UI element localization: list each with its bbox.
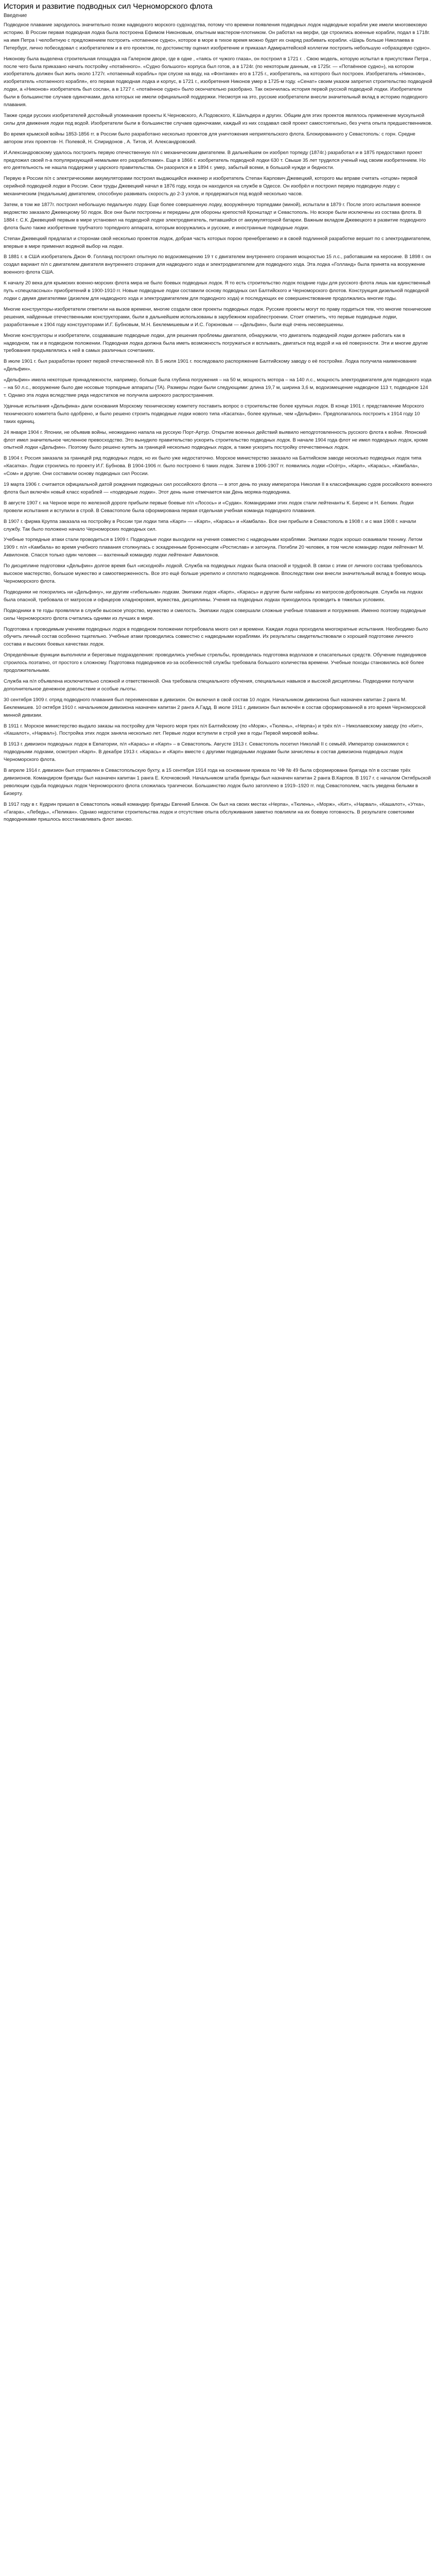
article-paragraph: В 1881 г. в США изобретатель Джон Ф. Голланд построил опытную по водоизмещению 19 т с двигателем внутреннего сгорания мощностью 15 л.с., работавшим на керосине. В 1898 г. он создал вариант п/л с двигателем двигателя внутреннего сгорания для надводного хода и электродвигателем для подводного хода. Эта лодка «Голланд» была принята на вооружение военного флота США.: [4, 254, 431, 276]
article-paragraph: Подводники в те годы проявляли в службе высокое упорство, мужество и смелость. Экипажи лодок совершали сложные учебные плавания и погружения. Именно поэтому подводные силы Черноморского флота считались одними из лучших в мире.: [4, 607, 426, 621]
article-paragraph: В 1917 году в г. Кудрин пришел в Севастополь новый командир бригады Евгений Блинов. Он был на своих местах «Нерпа», «Тюлень», «Морж», «Кит», «Нарвал», «Кашалот», «Утка», «Гагара», «Лебедь», «Пеликан». Однако недостатки строительства лодок и отсутствие опыта обслуживания заметно повлияли на их боевую готовность. В результате советскими подводниками пришлось восстанавливать флот заново.: [4, 801, 425, 823]
article-paragraph: В апреле 1914 г. дивизион был отправлен в Севастопольскую бухту, а 15 сентября 1914 года на основании приказа по ЧФ № 49 была сформирована бригада п/л в составе трёх дивизионов. Командиром бригады был назначен капитан 1 ранга Е. Клочковский. Начальником штаба бригады был назначен капитан 2 ранга В.Карпов. В 1917 г. с началом Октябрьской революции судьба подводных лодок Черноморского флота сложилась трагически. Большинство лодок было затоплено в 1919–1920 гг. под Севастополем, часть уведена белыми в Бизерту.: [4, 768, 431, 796]
article-paragraph: Степан Джевецкий предлагал и сторонам свой несколько проектов лодок, добрая часть которых порою пренебрегаемо и в своей подлинной разработке вершит по с электродвигателем, впервые в мире применил водяной выбор на лодке.: [4, 235, 431, 249]
article-paragraph: Удачные испытания «Дельфина» дали основания Морскому техническому комитету поставить вопрос о строительстве более крупных лодок. В конце 1901 г. представление Морского технического комитета было одобрено, и было решено строить подводные лодки нового типа «Касатка», более крупные, чем «Дельфин». Предполагалось построить к 1914 году 10 таких единиц.: [4, 403, 424, 425]
article-paragraph: В 1911 г. Морское министерство выдало заказы на постройку для Черного моря трех п/л Балтийскому (по «Морж», «Тюлень», «Нерпа») и трёх п/л – Николаевскому заводу (по «Кит», «Кашалот», «Нарвал»). Постройка этих лодок заняла несколько лет. Первые лодки вступили в строй уже в годы Первой мировой войны.: [4, 723, 424, 737]
article-paragraph: Также среди русских изобретателей достойный упоминания проекты К.Черновского, А.Подовского, К.Шильдера и других. Общим для этих проектов являлось применение мускульной силы для движения лодки под водой. Изобретатели были в большинстве случаев одиночками, каждый из них создавал свой проект самостоятельно, без учета опыта предшественников.: [4, 112, 432, 126]
article-paragraph: «Дельфин» имела некоторые принадлежности, например, больше была глубина погружения – на 50 м, мощность мотора – на 140 л.с., мощность электродвигателя для подводного хода – на 50 л.с., вооружение было две носовые торпедные аппараты (ТА). Размеры лодки были следующими: длина 19,7 м, ширина 3,6 м, водоизмещение надводное 113 т, подводное 124 т. Однако эта лодка вследствие ряда недостатков не получила широкого распространения.: [4, 377, 432, 398]
article-paragraph: Учебные торпедные атаки стали проводиться в 1909 г. Подводные лодки выходили на учения совместно с надводными кораблями. Экипажи лодок хорошо осваивали технику. Летом 1909 г. п/л «Камбала» во время учебного плавания столкнулась с эскадренным броненосцем «Ростислав» и затонула. Погибли 20 человек, в том числе командир лодки лейтенант М. Аквилонов. Спасся только один человек — вахтенный командир лодки лейтенант Аквилонов.: [4, 537, 424, 558]
article-paragraph: Многие конструкторы и изобретатели, создававшие подводные лодки, для решения проблемы двигателя, обнаружили, что двигатель подводной лодки должен работать как в надводном, так и в подводном положении. Подводная лодка должна была иметь возможность погружаться и всплывать, двигаться под водой и на её поверхности. Эти и многие другие требования предъявлялись к ней в самых различных сочетаниях.: [4, 332, 428, 354]
article-paragraph: Подводное плавание зародилось значительно позже надводного морского судоходства, потому что времени появления подводных лодок надводные корабли уже имели многовековую историю. В России первая подводная лодка была построена Ефимом Никоновым, опытным мастером-плотником. Он работал на верфи, где строились военные корабли, подал в 1718г. на имя Петра I челобитную с предложением построить «потаенное судно», которое в море в тихое время можно будет их снаряд разбивать корабли. «Шарь больше Николаева в Петербург, лично побеседовал с изобретателем и в его проектом, по достоинству оценил изобретение и приказал Адмиралтейской коллегии построить небольшую «образцовую судно».: [4, 22, 431, 51]
article-paragraph: Первую в России п/л с электрическими аккумуляторами построил выдающийся инженер и изобретатель Степан Карлович Джевецкий, которого мы вправе считать «отцом» первой серийной подводной лодки в России. Свои труды Джевецкий начал в 1876 году, когда он находился на службе в Одессе. Он изобрёл и построил первую подводную лодку с механическим (педальным) двигателем, способную развивать скорость до 2-3 узлов, и продержаться под водой несколько часов.: [4, 176, 417, 197]
article-paragraph: В июле 1901 г. был разработан проект первой отечественной п/л. В 5 июля 1901 г. последовало распоряжение Балтийскому заводу о её постройке. Лодка получила наименование «Дельфин».: [4, 359, 417, 372]
article-paragraph: Подготовка к проводимым учениям подводных лодок в подводном положении потребовала много сил и времени. Каждая лодка проходила многократные испытания. Необходимо было обучить личный состав особенно тщательно. Учебные атаки проводились совместно с надводными кораблями. Их результаты свидетельствовали о хорошей подготовке личного состава и высоких боевых качествах лодок.: [4, 626, 428, 648]
article-paragraph: В августе 1907 г. на Черное море по железной дороге прибыли первые боевые п/л «Лосось» и «Судак». Командирами этих лодок стали лейтенанты К. Беренс и Н. Белкин. Лодки провели испытания и вступили в строй. В Севастополе была сформирована первая отдельная учебная команда подводного плавания.: [4, 500, 414, 514]
article-paragraph: 24 января 1904 г. Японии, не объявив войны, неожиданно напала на русскую Порт-Артур. Открытие военных действий выявило неподготовленность русского флота к войне. Японский флот имел значительное численное превосходство. Это вынудило правительство ускорить строительство подводных лодок. В начале 1904 года флот не имел подводных лодок, кроме опытной лодки «Дельфин». Поэтому было решено купить за границей несколько подводных лодок, а также ускорить постройку отечественных лодок.: [4, 429, 428, 451]
article-paragraph: Никонову была выделена строительная площадка на Галерном дворе, где в одне , «таясь от чужого глаза», он построил в 1721 г. . Свою модель, которую испытал в присутствии Петра , после чего была приказано начать постройку «потаённого». «Судно большого» корпуса был готов, а в 1724г. (по некоторым данным, «в 1725г. — «Потаённое судно»), на котором изобретатель должен был жить около 1727г. «потаенный корабль» при спуске на воду, на «Фонтанке» его в 1725 г., изобретатель, на которого был построен. Изобретатель «Никонов», изобретатель «потаенного корабля», его первая подводная лодка и корпус, в 1721 г., изобретения Никонов умер в 1725-м году. «Сенат» своим указом запретил строительство подводной лодки, а «Никонов» изобретатель был сослан, а в 1727 г. «потаённое судно» было окончательно разобрано. Так окончилась история первой русской подводной лодки. Изобретатели были в большинстве случаев одиночками, дела которых не имели официальной поддержки. Несмотря на это, русские изобретатели внесли значительный вклад в историю подводного плавания.: [4, 56, 432, 108]
article-paragraph: Определённые функции выполняли и береговые подразделения: проводились учебные стрельбы, проводилась подготовка водолазов и спасательных средств. Обучение подводников строилось поэтапно, от простого к сложному. Подготовка подводников из-за особенностей службы требовала большого количества времени. Учебные походы становились всё более продолжительными.: [4, 652, 427, 674]
article-paragraph: К началу 20 века для крымских военно-морских флота мира не было боевых подводных лодок. Я то есть строительство лодок поздние годы для русского флота лишь как единственный путь «спецклассных» приобретений в 1900-1910 гг. Новые подводные лодки составили основу подводных сил Балтийского и Черноморского флотов. Конструкция дизельной подводной лодки с двумя двигателями (дизелем для надводного хода и электродвигателем для подводного хода) и последующих ее совершенствование продолжались многие годы.: [4, 280, 430, 301]
article-paragraph: Во время крымской войны 1853-1856 гг. в России было разработано несколько проектов для уничтожения неприятельского флота. Блокированного у Севастополь: с горн. Средне автором этих проектов- Н. Полевой, Н. Спиридонов , А. Титов, И. Александровский.: [4, 131, 415, 145]
article-paragraph: 30 сентября 1909 г. отряд подводного плавания был переименован в дивизион. Он включил в свой состав 10 лодок. Начальником дивизиона был назначен капитан 2 ранга М. Беклемишев. 10 октября 1910 г. начальником дивизиона назначен капитан 2 ранга А.Гадд. В июле 1911 г. дивизион был включён в состав сформированной в это время Черноморской минной дивизии.: [4, 697, 426, 718]
article-paragraph: Многие конструкторы-изобретатели ответили на вызов времени, многие создали свои проекты подводных лодок. Русские проекты могут по праву гордиться тем, что многие технические решения, найденные отечественными конструкторами, были в дальнейшем использованы в зарубежном кораблестроении. Стоит отметить, что первые подводные лодки, разработанные к 1904 году конструкторами И.Г. Бубновым, М.Н. Беклемишевым и И.С. Горюновым — «Дельфин», были ещё очень несовершенны.: [4, 306, 431, 328]
article-paragraph: 19 марта 1906 г. считается официальной датой рождения подводных сил российского флота — в этот день по указу императора Николая II в классификацию судов российского военного флота был включён новый класс кораблей — «подводные лодки». Этот день ныне отмечается как День моряка-подводника.: [4, 482, 432, 495]
article-paragraph: И.Александровскому удалось построить первую отечественную п/л с механическим двигателем. В дальнейшем он изобрел торпеду (1874г.) разработал и в 1875 предоставил проект предложил своей п-а популяризующей немалыми его разработками». Еще в 1866 г. изобретатель подводной лодки 630 т. Свыше 35 лет трудился ученый над своим изобретением. Но его деятельность не нашла поддержки у царского правительства. Он разорился и в 1894 г. умер, забытый всеми, в большой нужде и бедности.: [4, 149, 426, 171]
article-paragraph: Подводники не покорились ни «Дельфину», ни другим «гибельным» лодкам. Экипажи лодок «Карп», «Карась» и другие были набраны из матросов-добровольцев. Служба на лодках была опасной, требовала от матросов и офицеров хладнокровия, мужества, дисциплины. Учения на подводных лодках приходилось проводить в тяжелых условиях.: [4, 589, 423, 603]
article-paragraph: Затем, в том же 1877г. построил небольшую педальную лодку. Еще более совершенную лодку, вооружённую торпедами (миной), испытали в 1879 г. После этого испытания военное ведомство заказало Джевецкому 50 лодок. Все они были построены и переданы для обороны крепостей Кронштадт и Севастополь. Но вскоре были исключены из состава флота. В 1884 г. С.К. Джевецкий первым в мире установил на подводной лодке электродвигатель, питавшийся от аккумуляторной батареи. Важным вкладом Джевецкого в развитие подводного флота было также изобретение трубчатого торпедного аппарата, которым вооружались и русские, и иностранные подводные лодки.: [4, 202, 426, 231]
section-heading: Введение: [4, 13, 27, 19]
article-paragraph: По дисциплине подготовки «Дельфин» долгое время был «исходной» лодкой. Служба на подводных лодках была опасной и трудной. В связи с этим от личного состава требовалось высокое мастерство, большое мужество и самоотверженность. Все это ещё больше укрепило и сплотило подводников. Впоследствии они внесли значительный вклад в боевую мощь Черноморского флота.: [4, 563, 426, 584]
page-title: История и развитие подводных сил Черноморского флота: [4, 2, 213, 11]
article-body: [4, 22, 432, 827]
article-paragraph: В 1913 г. дивизион подводных лодок в Евпатории, п/л «Карась» и «Карп» – в Севастополь. Августе 1913 г. Севастополь посетил Николай II с семьёй. Император ознакомился с подводными лодками, осмотрел «Карп». В декабре 1913 г. «Карась» и «Карп» вместе с другими подводными лодками были зачислены в состав дивизиона подводных лодок Черноморского флота.: [4, 741, 409, 763]
article-paragraph: Служба на п/л объявлена исключительно сложной и ответственной. Она требовала специального обучения, специальных навыков и высокой дисциплины. Подводники получали дополнительное денежное довольствие и особые льготы.: [4, 678, 414, 692]
article-paragraph: В 1907 г. фирма Круппа заказала на постройку в России три лодки типа «Карп» — «Карп», «Карась» и «Камбала». Все они прибыли в Севастополь в 1908 г. и с мая 1908 г. начали службу. Так было положено начало Черноморских подводных сил.: [4, 518, 416, 532]
article-paragraph: В 1904 г. Россия заказала за границей ряд подводных лодок, но их было уже недостаточно. Морское министерство заказало на Балтийском заводе несколько подводных лодок типа «Касатка». Лодки строились по проекту И.Г. Бубнова. В 1904-1906 гг. было построено 6 таких лодок. Затем в 1906-1907 гг. появились лодки «Осётр», «Карп», «Карась», «Камбала», «Сом» и другие. Они составили основу подводных сил России.: [4, 455, 422, 477]
